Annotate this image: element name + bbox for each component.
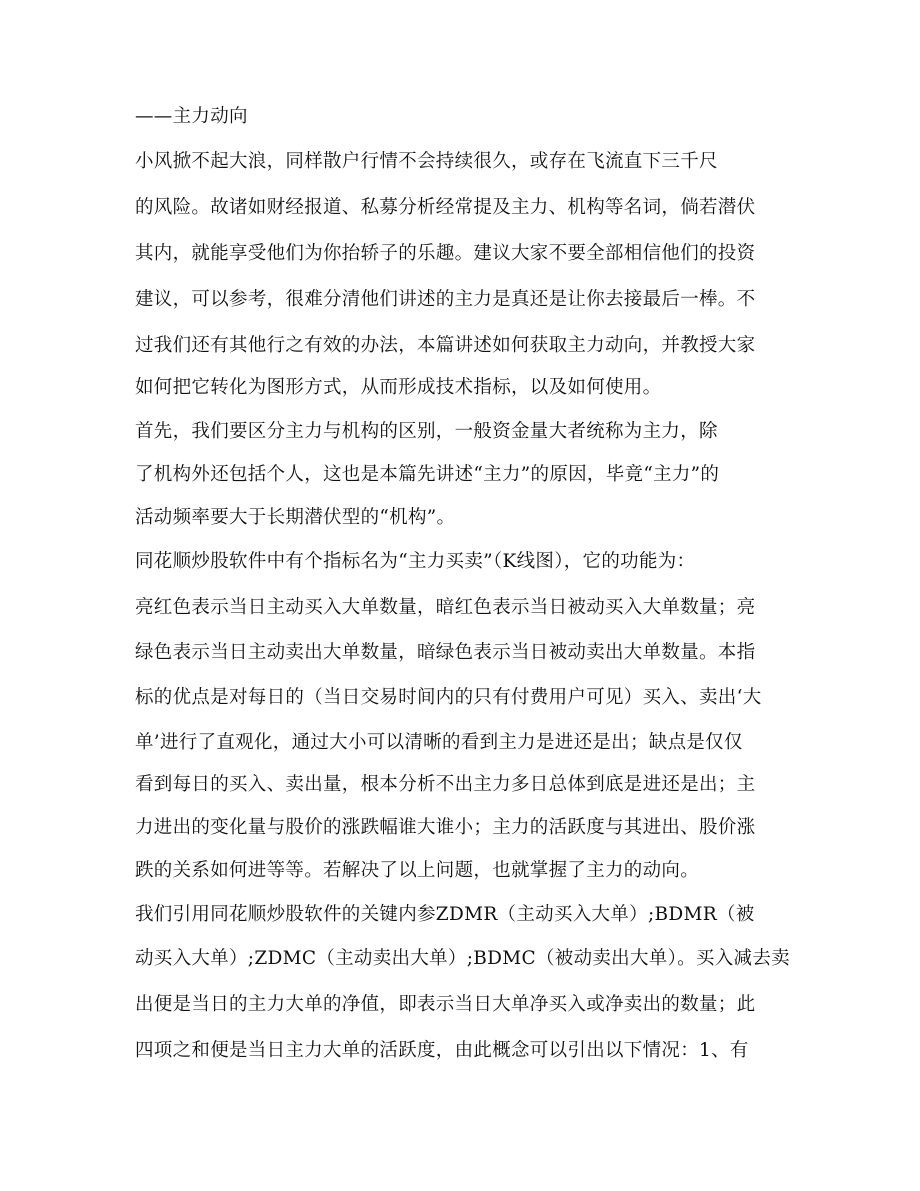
paragraph-line: 其内，就能享受他们为你抬轿子的乐趣。建议大家不要全部相信他们的投资: [135, 243, 756, 264]
paragraph-line: 出便是当日的主力大单的净值，即表示当日大单净买入或净卖出的数量；此: [135, 994, 756, 1015]
paragraph-line: 建议，可以参考，很难分清他们讲述的主力是真还是让你去接最后一棒。不: [135, 289, 756, 310]
paragraph-line: 绿色表示当日主动卖出大单数量，暗绿色表示当日被动卖出大单数量。本指: [135, 642, 756, 663]
paragraph-line: 标的优点是对每日的（当日交易时间内的只有付费用户可见）买入、卖出‘大: [135, 687, 762, 708]
paragraph-line: 的风险。故诸如财经报道、私募分析经常提及主力、机构等名词，倘若潜伏: [135, 197, 756, 218]
paragraph-line: 四项之和便是当日主力大单的活跃度，由此概念可以引出以下情况：1、有: [135, 1040, 749, 1061]
paragraph-line: 同花顺炒股软件中有个指标名为“主力买卖”（K线图），它的功能为：: [135, 551, 696, 572]
paragraph-line: 首先，我们要区分主力与机构的区别，一般资金量大者统称为主力，除: [135, 421, 718, 442]
paragraph-line: 跌的关系如何进等等。若解决了以上问题，也就掌握了主力的动向。: [135, 860, 700, 881]
paragraph-line: 单’进行了直观化，通过大小可以清晰的看到主力是进还是出；缺点是仅仅: [135, 732, 743, 753]
paragraph-line: 如何把它转化为图形方式，从而形成技术指标，以及如何使用。: [135, 377, 662, 398]
paragraph-line: 力进出的变化量与股价的涨跌幅谁大谁小；主力的活跃度与其进出、股价涨: [135, 817, 756, 838]
paragraph-line: 亮红色表示当日主动买入大单数量，暗红色表示当日被动买入大单数量；亮: [135, 597, 756, 618]
paragraph-line: 我们引用同花顺炒股软件的关键内参ZDMR（主动买入大单）;BDMR（被: [135, 904, 755, 925]
section-heading: ——主力动向: [135, 106, 248, 127]
paragraph-line: 了机构外还包括个人，这也是本篇先讲述“主力”的原因，毕竟“主力”的: [135, 464, 720, 485]
paragraph-line: 动买入大单）;ZDMC（主动卖出大单）;BDMC（被动卖出大单）。买入减去卖: [135, 948, 790, 969]
paragraph-line: 活动频率要大于长期潜伏型的“机构”。: [135, 507, 456, 528]
paragraph-line: 过我们还有其他行之有效的办法，本篇讲述如何获取主力动向，并教授大家: [135, 335, 756, 356]
paragraph-line: 看到每日的买入、卖出量，根本分析不出主力多日总体到底是进还是出；主: [135, 774, 756, 795]
paragraph-line: 小风掀不起大浪，同样散户行情不会持续很久，或存在飞流直下三千尺: [135, 151, 718, 172]
